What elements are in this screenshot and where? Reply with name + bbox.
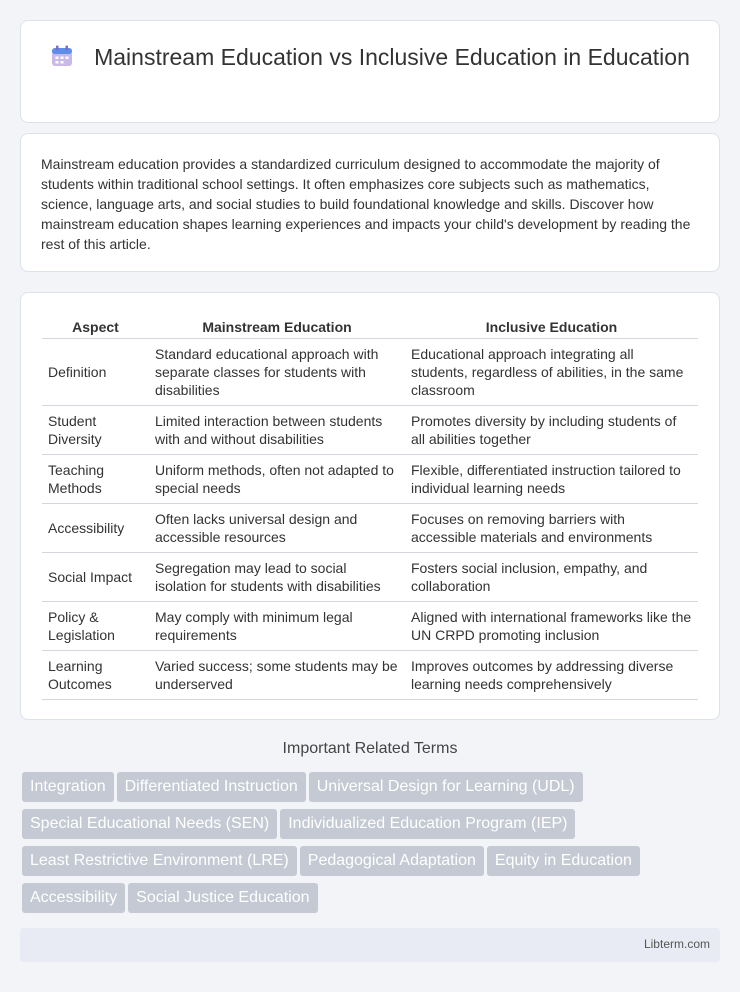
mainstream-cell: Uniform methods, often not adapted to special needs [149, 455, 405, 504]
inclusive-cell: Focuses on removing barriers with accessible materials and environments [405, 504, 698, 553]
table-row [42, 553, 698, 602]
intro-card [20, 133, 720, 272]
related-terms-heading: Important Related Terms [282, 740, 458, 757]
aspect-cell: Policy & Legislation [42, 602, 149, 651]
intro-paragraph: Mainstream education provides a standardized curriculum designed to accommodate the majority of students within traditional school settings. It often emphasizes core subjects such as mathematics, science, language arts, and social studies to build foundational knowledge and skills. Discover how mainstream education shapes learning experiences and impacts your child's development by reading the rest of this article. [41, 156, 691, 252]
page-title: Mainstream Education vs Inclusive Education in Education [94, 44, 690, 70]
table-header-row [42, 314, 698, 339]
table-row [42, 339, 698, 406]
inclusive-cell: Educational approach integrating all students, regardless of abilities, in the same classroom [405, 339, 698, 406]
inclusive-cell: Promotes diversity by including students of all abilities together [405, 406, 698, 455]
header-inclusive: Inclusive Education [405, 314, 698, 339]
page-title-wrap [21, 43, 719, 72]
tag-sen[interactable]: Special Educational Needs (SEN) [22, 809, 277, 839]
inclusive-cell: Flexible, differentiated instruction tailored to individual learning needs [405, 455, 698, 504]
aspect-cell: Teaching Methods [42, 455, 149, 504]
calendar-icon [50, 44, 74, 68]
tag-integration[interactable]: Integration [22, 772, 114, 802]
inclusive-cell: Improves outcomes by addressing diverse learning needs comprehensively [405, 651, 698, 700]
mainstream-cell: May comply with minimum legal requirements [149, 602, 405, 651]
footer [20, 928, 720, 962]
aspect-cell: Definition [42, 339, 149, 406]
inclusive-cell: Aligned with international frameworks like the UN CRPD promoting inclusion [405, 602, 698, 651]
table-row [42, 504, 698, 553]
tag-accessibility[interactable]: Accessibility [22, 883, 125, 913]
related-terms-list [22, 772, 722, 920]
tag-equity-in-education[interactable]: Equity in Education [487, 846, 640, 876]
aspect-cell: Accessibility [42, 504, 149, 553]
tag-pedagogical-adaptation[interactable]: Pedagogical Adaptation [300, 846, 484, 876]
aspect-cell: Student Diversity [42, 406, 149, 455]
tag-differentiated-instruction[interactable]: Differentiated Instruction [117, 772, 306, 802]
tag-udl[interactable]: Universal Design for Learning (UDL) [309, 772, 583, 802]
header-aspect: Aspect [42, 314, 149, 339]
table-row [42, 602, 698, 651]
tag-social-justice-education[interactable]: Social Justice Education [128, 883, 317, 913]
tag-iep[interactable]: Individualized Education Program (IEP) [280, 809, 575, 839]
footer-site-link[interactable]: Libterm.com [643, 937, 710, 951]
mainstream-cell: Segregation may lead to social isolation for students with disabilities [149, 553, 405, 602]
mainstream-cell: Varied success; some students may be underserved [149, 651, 405, 700]
header-mainstream: Mainstream Education [149, 314, 405, 339]
mainstream-cell: Limited interaction between students with and without disabilities [149, 406, 405, 455]
table-row [42, 406, 698, 455]
title-card [20, 20, 720, 123]
aspect-cell: Social Impact [42, 553, 149, 602]
table-row [42, 455, 698, 504]
table-row [42, 651, 698, 700]
comparison-table [42, 314, 698, 700]
aspect-cell: Learning Outcomes [42, 651, 149, 700]
mainstream-cell: Often lacks universal design and accessible resources [149, 504, 405, 553]
inclusive-cell: Fosters social inclusion, empathy, and collaboration [405, 553, 698, 602]
tag-lre[interactable]: Least Restrictive Environment (LRE) [22, 846, 297, 876]
comparison-card [20, 292, 720, 720]
mainstream-cell: Standard educational approach with separate classes for students with disabilities [149, 339, 405, 406]
